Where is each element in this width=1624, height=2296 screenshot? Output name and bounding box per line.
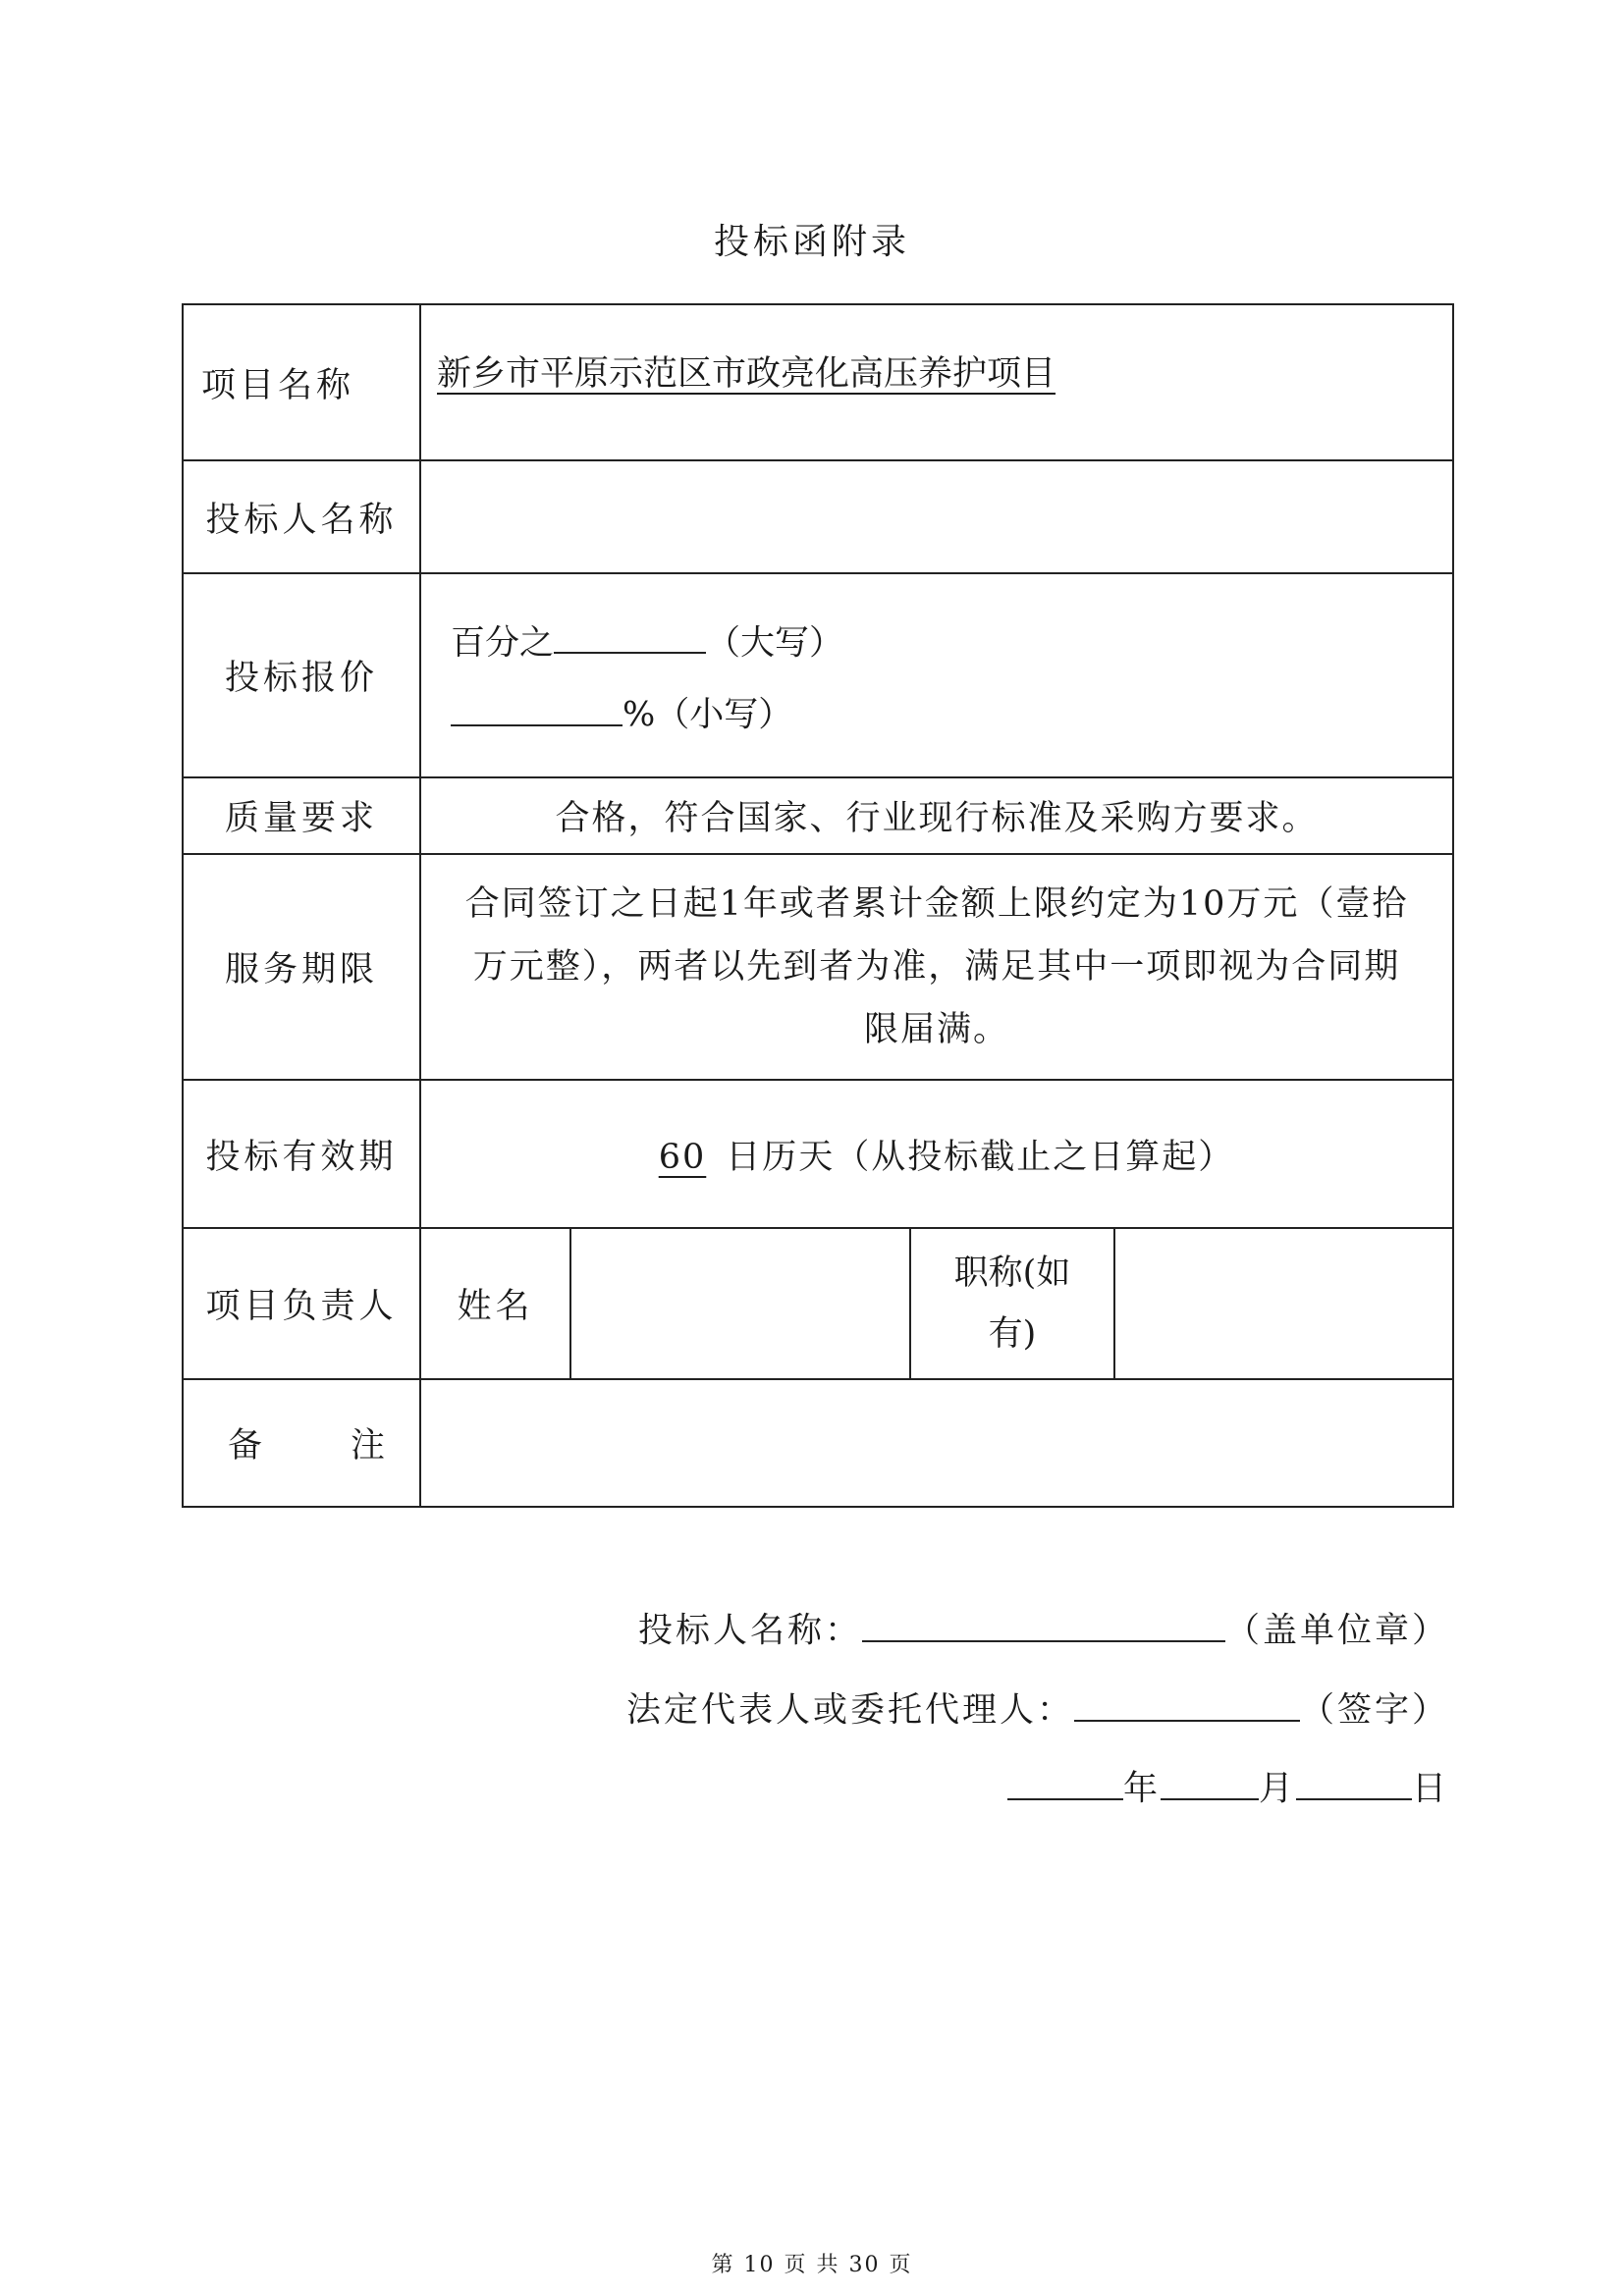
footer-prefix: 第 — [711, 2253, 735, 2277]
date-day-label: 日 — [1411, 1769, 1449, 1809]
footer-suffix: 页 — [889, 2253, 913, 2277]
manager-name-field[interactable] — [570, 1228, 910, 1379]
project-name-label: 项目名称 — [183, 304, 420, 460]
row-service-period — [183, 854, 1453, 1080]
validity-days: 60 — [658, 1137, 707, 1177]
signature-bidder-blank[interactable] — [862, 1602, 1225, 1642]
row-remarks — [183, 1379, 1453, 1507]
signature-bidder-line — [638, 1602, 1449, 1653]
service-period-label: 服务期限 — [183, 854, 420, 1080]
date-day-blank[interactable] — [1296, 1760, 1412, 1800]
validity-label: 投标有效期 — [183, 1080, 420, 1228]
row-quality — [183, 777, 1453, 854]
signature-bidder-suffix: （盖单位章） — [1224, 1611, 1449, 1651]
bid-price-upper-prefix: 百分之 — [451, 623, 555, 663]
manager-name-label: 姓名 — [420, 1228, 570, 1379]
remarks-label-char: 备 — [228, 1426, 263, 1466]
validity-cell — [420, 1080, 1453, 1228]
manager-title-field[interactable] — [1114, 1228, 1453, 1379]
page-footer — [0, 2248, 1624, 2278]
bid-price-lower-suffix: %（小写） — [623, 695, 793, 735]
service-period-cell — [420, 854, 1453, 1080]
footer-page-number: 10 — [743, 2253, 776, 2277]
signature-rep-label: 法定代表人或委托代理人： — [625, 1690, 1074, 1731]
row-project-name — [183, 304, 1453, 460]
project-name-value: 新乡市平原示范区市政亮化高压养护项目 — [437, 354, 1056, 394]
bidder-name-label: 投标人名称 — [183, 460, 420, 573]
manager-title-label — [910, 1228, 1114, 1379]
manager-title-label-line: 有) — [988, 1314, 1037, 1354]
remarks-label-char: 注 — [351, 1426, 386, 1466]
bid-price-cell — [420, 573, 1453, 777]
bid-price-label: 投标报价 — [183, 573, 420, 777]
row-project-manager — [183, 1228, 1453, 1379]
footer-total-pages: 30 — [848, 2253, 881, 2277]
signature-representative-line — [626, 1682, 1449, 1733]
remarks-label — [183, 1379, 420, 1507]
page-title: 投标函附录 — [713, 222, 910, 262]
service-period-line: 合同签订之日起1年或者累计金额上限约定为10万元（壹拾 — [464, 884, 1409, 924]
bid-appendix-table — [182, 303, 1454, 1508]
row-bid-price — [183, 573, 1453, 777]
date-year-blank[interactable] — [1007, 1760, 1123, 1800]
bidder-name-field[interactable] — [420, 460, 1453, 573]
signature-rep-blank[interactable] — [1074, 1682, 1300, 1722]
bid-price-upper-suffix: （大写） — [706, 623, 844, 663]
remarks-field[interactable] — [420, 1379, 1453, 1507]
row-bidder-name — [183, 460, 1453, 573]
quality-value: 合格，符合国家、行业现行标准及采购方要求。 — [420, 777, 1453, 854]
service-period-line: 限届满。 — [864, 1010, 1010, 1049]
service-period-line: 万元整），两者以先到者为准，满足其中一项即视为合同期 — [472, 947, 1401, 987]
date-month-label: 月 — [1258, 1769, 1296, 1809]
footer-middle: 页 共 — [784, 2253, 840, 2277]
date-year-label: 年 — [1122, 1769, 1161, 1809]
manager-title-label-line: 职称(如 — [953, 1254, 1071, 1293]
signature-bidder-label: 投标人名称： — [637, 1611, 862, 1651]
project-name-cell — [420, 304, 1453, 460]
date-month-blank[interactable] — [1161, 1760, 1259, 1800]
row-validity — [183, 1080, 1453, 1228]
signature-rep-suffix: （签字） — [1299, 1690, 1449, 1731]
manager-label: 项目负责人 — [183, 1228, 420, 1379]
bid-price-upper-blank[interactable] — [554, 614, 706, 655]
bid-price-lower-blank[interactable] — [451, 686, 623, 726]
signature-date-line — [1007, 1760, 1449, 1811]
validity-suffix: 日历天（从投标截止之日算起） — [726, 1137, 1235, 1177]
quality-label: 质量要求 — [183, 777, 420, 854]
